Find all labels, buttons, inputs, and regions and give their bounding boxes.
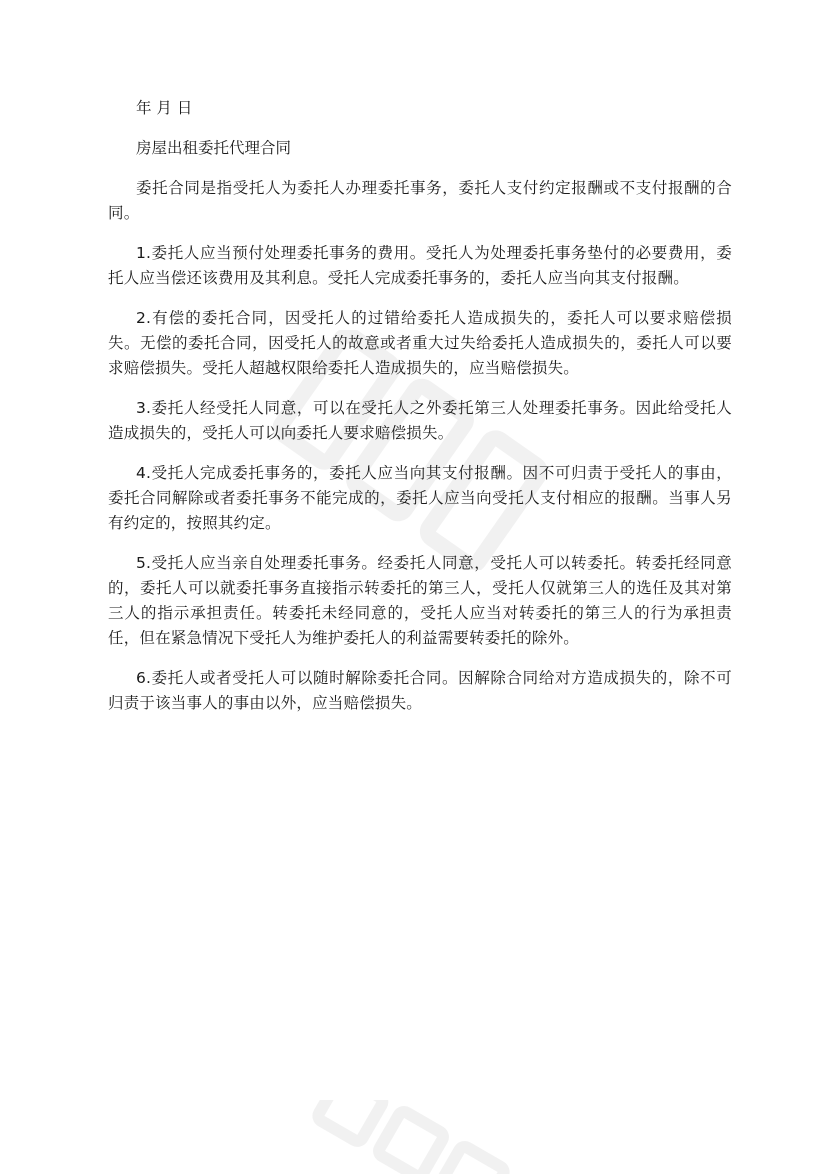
- paragraph-clause-2: 2.有偿的委托合同，因受托人的过错给委托人造成损失的，委托人可以要求赔偿损失。无偿的委托合同，因受托人的故意或者重大过失给委托人造成损失的，委托人可以要求赔偿损失。受托人超越权限给委托人造成损失的，应当赔偿损失。: [108, 309, 732, 377]
- paragraph-clause-5: 5.受托人应当亲自处理委托事务。经委托人同意，受托人可以转委托。转委托经同意的，委托人可以就委托事务直接指示转委托的第三人，受托人仅就第三人的选任及其对第三人的指示承担责任。转委托未经同意的，受托人应当对转委托的第三人的行为承担责任，但在紧急情况下受托人为维护委托人的利益需要转委托的除外。: [108, 554, 732, 647]
- watermark-graphic-bottom: [300, 1100, 530, 1174]
- document-title: 房屋出租委托代理合同: [136, 139, 292, 157]
- document-body: [108, 96, 732, 731]
- paragraph-clause-3: 3.委托人经受托人同意，可以在受托人之外委托第三人处理委托事务。因此给受托人造成损失的，受托人可以向委托人要求赔偿损失。: [108, 399, 732, 442]
- paragraph-clause-6: 6.委托人或者受托人可以随时解除委托合同。因解除合同给对方造成损失的，除不可归责于该当事人的事由以外，应当赔偿损失。: [108, 669, 732, 712]
- paragraph-clause-4: 4.受托人完成委托事务的，委托人应当向其支付报酬。因不可归责于受托人的事由，委托合同解除或者委托事务不能完成的，委托人应当向受托人支付相应的报酬。当事人另有约定的，按照其约定。: [108, 464, 732, 532]
- date-line: 年 月 日: [136, 99, 193, 117]
- paragraph-definition: 委托合同是指受托人为委托人办理委托事务，委托人支付约定报酬或不支付报酬的合同。: [108, 179, 732, 222]
- paragraph-clause-1: 1.委托人应当预付处理委托事务的费用。受托人为处理委托事务垫付的必要费用，委托人应当偿还该费用及其利息。受托人完成委托事务的，委托人应当向其支付报酬。: [108, 244, 732, 287]
